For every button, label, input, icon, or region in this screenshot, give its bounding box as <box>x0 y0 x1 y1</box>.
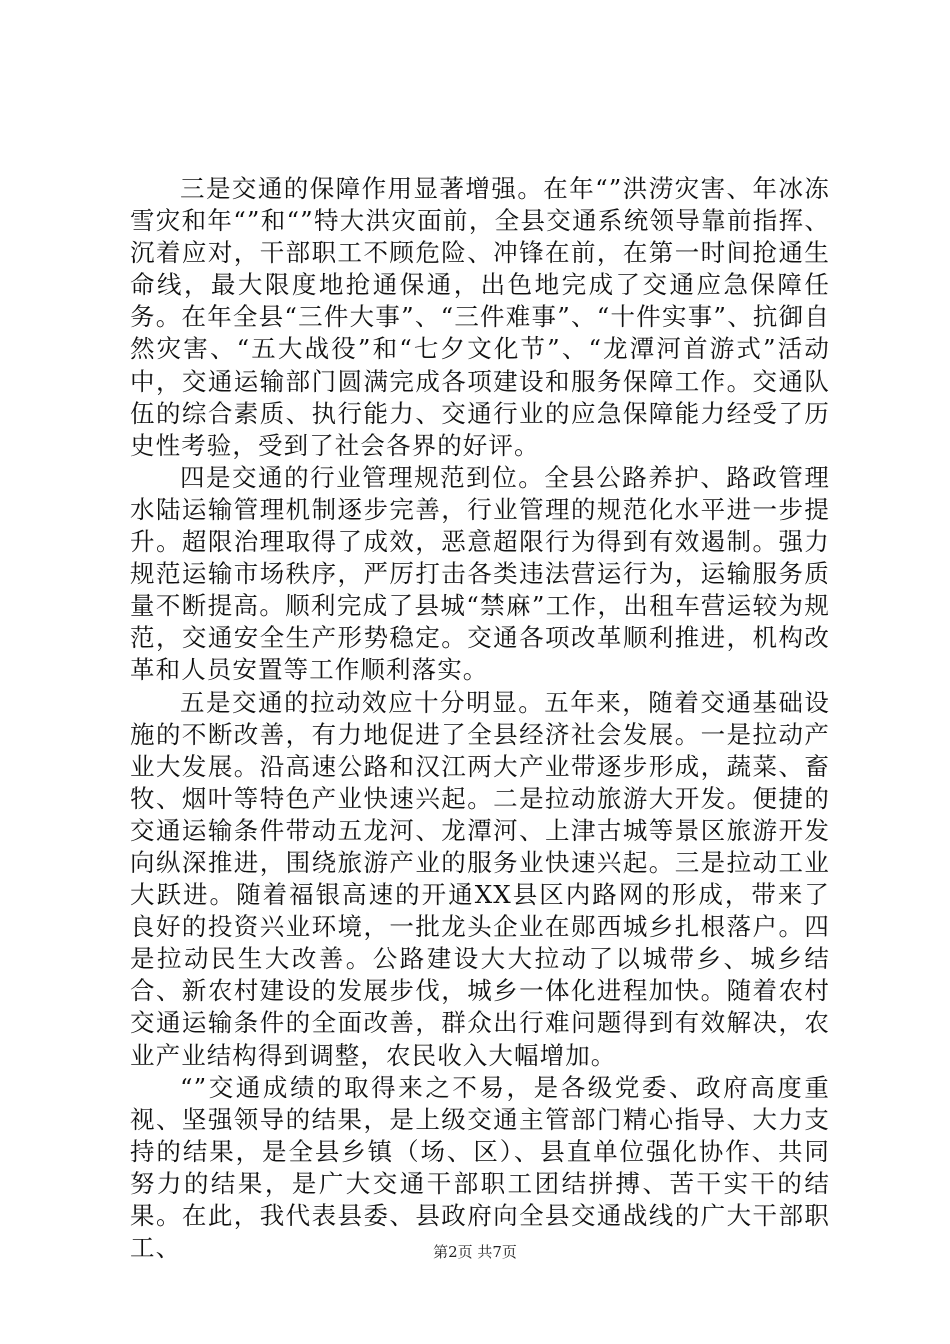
paragraph-driving-effect: 五是交通的拉动效应十分明显。五年来，随着交通基础设施的不断改善，有力地促进了全县经济社会发展。一是拉动产业大发展。沿高速公路和汉江两大产业带逐步形成，蔬菜、畜牧、烟叶等特色产业快速兴起。二是拉动旅游大开发。便捷的交通运输条件带动五龙河、龙潭河、上津古城等景区旅游开发向纵深推进，围绕旅游产业的服务业快速兴起。三是拉动工业大跃进。随着福银高速的开通XX县区内路网的形成，带来了良好的投资兴业环境，一批龙头企业在郧西城乡扎根落户。四是拉动民生大改善。公路建设大大拉动了以城带乡、城乡结合、新农村建设的发展步伐，城乡一体化进程加快。随着农村交通运输条件的全面改善，群众出行难问题得到有效解决，农业产业结构得到调整，农民收入大幅增加。 <box>130 687 830 1070</box>
document-body <box>130 173 830 1264</box>
paragraph-industry-management: 四是交通的行业管理规范到位。全县公路养护、路政管理水陆运输管理机制逐步完善，行业管理的规范化水平进一步提升。超限治理取得了成效，恶意超限行为得到有效遏制。强力规范运输市场秩序，严厉打击各类违法营运行为，运输服务质量不断提高。顺利完成了县城“禁麻”工作，出租车营运较为规范，交通安全生产形势稳定。交通各项改革顺利推进，机构改革和人员安置等工作顺利落实。 <box>130 462 830 685</box>
page-number-footer: 第2页 共7页 <box>433 1243 517 1261</box>
paragraph-achievements-thanks: “”交通成绩的取得来之不易，是各级党委、政府高度重视、坚强领导的结果，是上级交通主管部门精心指导、大力支持的结果，是全县乡镇（场、区）、县直单位强化协作、共同努力的结果，是广大交通干部职工团结拼搏、苦干实干的结果。在此，我代表县委、县政府向全县交通战线的广大干部职工、 <box>130 1072 830 1263</box>
paragraph-transport-guarantee: 三是交通的保障作用显著增强。在年“”洪涝灾害、年冰冻雪灾和年“”和“”特大洪灾面前，全县交通系统领导靠前指挥、沉着应对，干部职工不顾危险、冲锋在前，在第一时间抢通生命线，最大限度地抢通保通，出色地完成了交通应急保障任务。在年全县“三件大事”、“三件难事”、“十件实事”、抗御自然灾害、“五大战役”和“七夕文化节”、“龙潭河首游式”活动中，交通运输部门圆满完成各项建设和服务保障工作。交通队伍的综合素质、执行能力、交通行业的应急保障能力经受了历史性考验，受到了社会各界的好评。 <box>130 174 830 460</box>
